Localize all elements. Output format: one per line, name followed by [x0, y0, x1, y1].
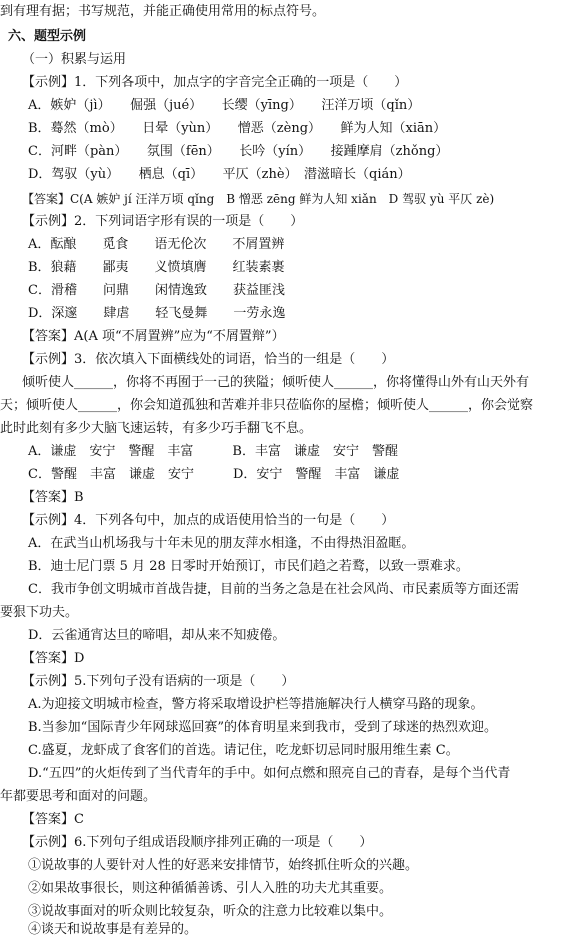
- q1-option-c: C．河畔（pàn） 氛围（fēn） 长吟（yín） 接踵摩肩（zhǒng）: [28, 144, 449, 159]
- q3-options-cd: C．警醒 丰富 谦虚 安宁 D．安宁 警醒 丰富 谦虚: [28, 467, 400, 482]
- q2-option-a: A．酝酿 觅食 语无伦次 不屑置辨: [28, 237, 285, 252]
- question-3: 【示例】3．依次填入下面横线处的词语，恰当的一组是（ ）: [22, 352, 395, 367]
- q6-sentence-1: ①说故事的人要针对人性的好恶来安排情节，始终抓住听众的兴趣。: [28, 858, 419, 873]
- q6-sentence-4: ④谈天和说故事是有差异的。: [28, 922, 198, 937]
- q4-option-c-continued: 要狠下功夫。: [0, 605, 79, 620]
- q5-answer: 【答案】C: [22, 812, 84, 827]
- q1-answer: 【答案】C(A 嫉妒 jí 汪洋万顷 qǐng B 憎恶 zēng 鲜为人知 xiǎn D 驾驭 yù 平仄 zè): [22, 192, 495, 206]
- q6-sentence-3: ③说故事面对的听众则比较复杂，听众的注意力比较难以集中。: [28, 904, 393, 919]
- question-1: 【示例】1．下列各项中，加点字的字音完全正确的一项是（ ）: [22, 75, 408, 90]
- question-4: 【示例】4．下列各句中，加点的成语使用恰当的一句是（ ）: [22, 513, 395, 528]
- q4-answer: 【答案】D: [22, 651, 85, 666]
- intro-text: 到有理有据；书写规范，并能正确使用常用的标点符号。: [0, 4, 326, 19]
- q3-passage-line-1: 倾听使人______，你将不再囿于一己的狭隘；倾听使人______，你将懂得山外有山天外有: [22, 375, 530, 390]
- q3-options-ab: A．谦虚 安宁 警醒 丰富 B．丰富 谦虚 安宁 警醒: [28, 444, 398, 459]
- q3-passage-line-3: 此时此刻有多少大脑飞速运转，有多少巧手翻飞不息。: [0, 421, 313, 436]
- question-5: 【示例】5.下列句子没有语病的一项是（ ）: [22, 674, 295, 689]
- subsection-heading: （一）积累与运用: [22, 52, 127, 67]
- q2-option-c: C．滑稽 问鼎 闲情逸致 获益匪浅: [28, 283, 285, 298]
- section-heading: 六、题型示例: [8, 29, 87, 44]
- q5-option-a: A.为迎接文明城市检查，警方将采取增设护栏等措施解决行人横穿马路的现象。: [28, 697, 484, 712]
- q3-passage-line-2: 天；倾听使人______，你会知道孤独和苦难并非只莅临你的屋檐；倾听使人______，你会觉察: [0, 398, 534, 413]
- q1-option-a: A．嫉妒（jì） 倔强（jué） 长缨（yīng） 汪洋万顷（qǐn）: [28, 98, 421, 113]
- q4-option-c: C．我市争创文明城市首战告捷，目前的当务之急是在社会风尚、市民素质等方面还需: [28, 582, 519, 597]
- q3-answer: 【答案】B: [22, 490, 84, 505]
- q6-sentence-2: ②如果故事很长，则这种循循善诱、引人入胜的功夫尤其重要。: [28, 881, 393, 896]
- q5-option-c: C.盛夏，龙虾成了食客们的首选。请记住，吃龙虾切忌同时服用维生素 C。: [28, 743, 459, 758]
- q2-option-b: B．狼藉 鄙夷 义愤填膺 红装素裹: [28, 260, 285, 275]
- q4-option-d: D．云雀通宵达旦的啼唱，却从来不知疲倦。: [28, 628, 286, 643]
- question-2: 【示例】2．下列词语字形有误的一项是（ ）: [22, 214, 304, 229]
- q4-option-a: A．在武当山机场我与十年未见的朋友萍水相逢，不由得热泪盈眶。: [28, 536, 415, 551]
- q2-answer: 【答案】A(A 项“不屑置辨”应为“不屑置辩”）: [22, 329, 285, 344]
- question-6: 【示例】6.下列句子组成语段顺序排列正确的一项是（ ）: [22, 835, 373, 850]
- q4-option-b: B．迪士尼门票 5 月 28 日零时开始预订，市民们趋之若鹜，以致一票难求。: [28, 559, 469, 574]
- q1-option-b: B．蓦然（mò） 日晕（yùn） 憎恶（zèng） 鲜为人知（xiān）: [28, 121, 447, 136]
- q5-option-d: D.“五四”的火炬传到了当代青年的手中。如何点燃和照亮自己的青春，是每个当代青: [28, 766, 511, 781]
- q5-option-b: B.当参加“国际青少年网球巡回赛”的体育明星来到我市，受到了球迷的热烈欢迎。: [28, 720, 497, 735]
- q5-option-d-continued: 年都要思考和面对的问题。: [0, 789, 157, 804]
- q2-option-d: D．深邃 肆虐 轻飞曼舞 一劳永逸: [28, 306, 286, 321]
- q1-option-d: D．驾驭（yù） 栖息（qī） 平仄（zhè） 潜滋暗长（qián）: [28, 167, 411, 182]
